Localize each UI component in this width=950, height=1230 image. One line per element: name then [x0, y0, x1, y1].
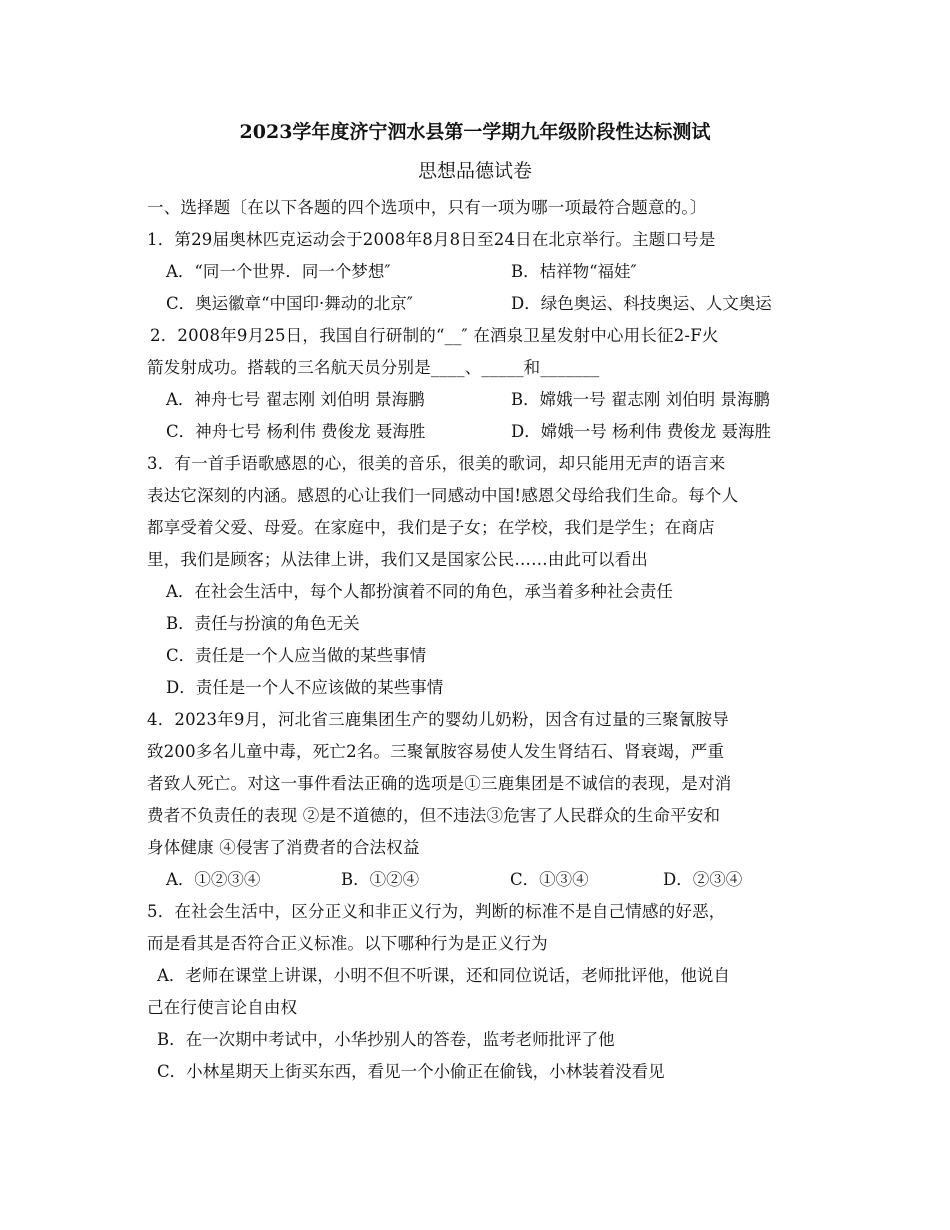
question-5-option-a-continued: 己在行使言论自由权: [147, 998, 298, 1017]
question-5-line-1: 5．在社会生活中，区分正义和非正义行为，判断的标准不是自己情感的好恶，: [147, 902, 726, 921]
question-4-line-3: 者致人死亡。对这一事件看法正确的选项是①三鹿集团是不诚信的表现，是对消: [147, 774, 732, 793]
question-3-option-a: A．在社会生活中，每个人都扮演着不同的角色，承当着多种社会责任: [166, 582, 673, 601]
question-4-line-5: 身体健康 ④侵害了消费者的合法权益: [147, 838, 420, 857]
question-4-line-1: 4．2023年9月，河北省三鹿集团生产的婴幼儿奶粉，因含有过量的三聚氰胺导: [147, 710, 729, 729]
question-3-line-4: 里，我们是顾客；从法律上讲，我们又是国家公民……由此可以看出: [147, 550, 648, 569]
question-3-option-b: B．责任与扮演的角色无关: [166, 614, 360, 633]
question-4-option-a: A．①②③④: [166, 870, 261, 889]
question-2-option-d: D．嫦娥一号 杨利伟 费俊龙 聂海胜: [511, 422, 771, 441]
question-1-option-c: C．奥运徽章“中国印·舞动的北京″: [166, 294, 413, 313]
question-4-option-d: D．②③④: [663, 870, 743, 889]
question-4-line-4: 费者不负责任的表现 ②是不道德的，但不违法③危害了人民群众的生命平安和: [147, 806, 721, 825]
question-3-option-d: D．责任是一个人不应该做的某些事情: [166, 678, 444, 697]
question-5-option-a: A．老师在课堂上讲课，小明不但不听课，还和同位说话，老师批评他，他说自: [157, 966, 730, 985]
question-2-option-b: B．嫦娥一号 翟志刚 刘伯明 景海鹏: [511, 390, 770, 409]
question-3-line-2: 表达它深刻的内涵。感恩的心让我们一同感动中国!感恩父母给我们生命。每个人: [147, 486, 739, 505]
question-1-option-d: D．绿色奥运、科技奥运、人文奥运: [511, 294, 772, 313]
question-4-line-2: 致200多名儿童中毒，死亡2名。三聚氰胺容易使人发生肾结石、肾衰竭，严重: [147, 742, 725, 761]
exam-title: 2023学年度济宁泗水县第一学期九年级阶段性达标测试: [239, 121, 711, 143]
question-5-line-2: 而是看其是否符合正义标准。以下哪种行为是正义行为: [147, 934, 548, 953]
section-heading: 一、选择题〔在以下各题的四个选项中，只有一项为哪一项最符合题意的。〕: [147, 198, 707, 217]
question-3-option-c: C．责任是一个人应当做的某些事情: [166, 646, 427, 665]
question-2-line-2: 箭发射成功。搭载的三名航天员分别是____、_____和_______: [147, 358, 600, 377]
question-4-option-b: B．①②④: [341, 870, 420, 889]
exam-subtitle: 思想品德试卷: [417, 160, 532, 182]
question-1-stem: 1．第29届奥林匹克运动会于2008年8月8日至24日在北京举行。主题口号是: [147, 230, 716, 249]
question-2-line-1: 2．2008年9月25日，我国自行研制的“__″ 在酒泉卫星发射中心用长征2-F火: [150, 326, 719, 345]
question-5-option-c: C．小林星期天上街买东西，看见一个小偷正在偷钱，小林装着没看见: [157, 1062, 665, 1081]
question-5-option-b: B．在一次期中考试中，小华抄别人的答卷，监考老师批评了他: [157, 1030, 615, 1049]
question-3-line-1: 3．有一首手语歌感恩的心，很美的音乐，很美的歌词，却只能用无声的语言来: [147, 454, 726, 473]
question-1-option-a: A．“同一个世界．同一个梦想″: [166, 262, 391, 281]
question-1-option-b: B．桔祥物“福娃″: [511, 262, 637, 281]
question-4-option-c: C．①③④: [510, 870, 589, 889]
question-3-line-3: 都享受着父爱、母爱。在家庭中，我们是子女；在学校，我们是学生；在商店: [147, 518, 715, 537]
question-2-option-c: C．神舟七号 杨利伟 费俊龙 聂海胜: [166, 422, 426, 441]
question-2-option-a: A．神舟七号 翟志刚 刘伯明 景海鹏: [166, 390, 425, 409]
